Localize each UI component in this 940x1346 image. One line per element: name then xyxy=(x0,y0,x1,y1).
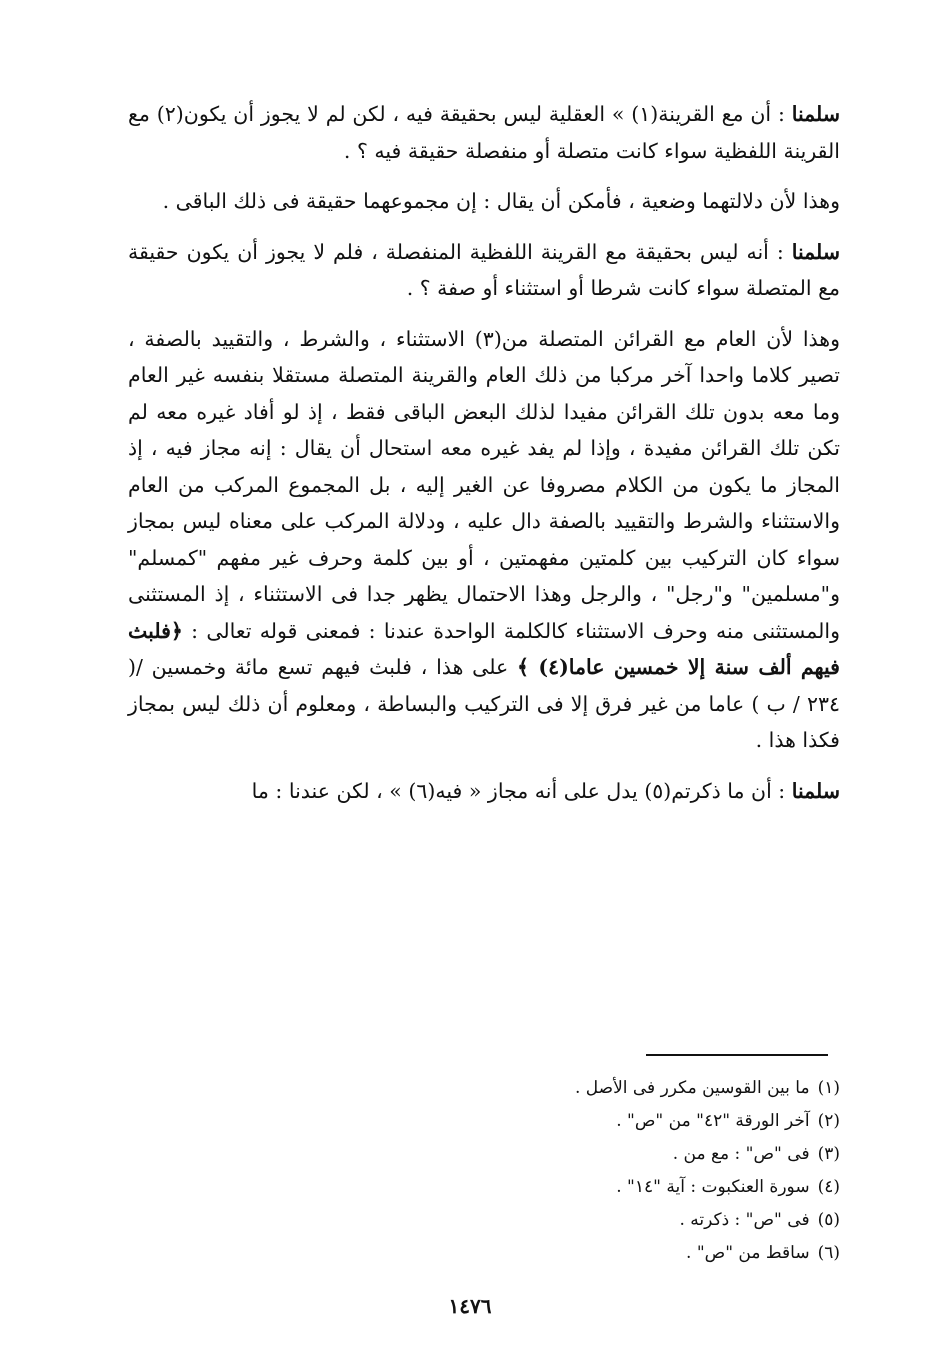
quran-verse: ﴿فلبث فيهم ألف سنة إلا خمسين عاما(٤) ﴾ xyxy=(128,618,840,679)
footnotes xyxy=(460,1072,840,1270)
footnote-item xyxy=(460,1171,840,1204)
paragraph-text: : أنه ليس بحقيقة مع القرينة اللفظية المنفصلة ، فلم لا يجوز أن يكون حقيقة مع المتصلة سواء كانت شرطا أو استثناء أو صفة ؟ . xyxy=(128,239,840,300)
page-number: ١٤٧٦ xyxy=(448,1294,492,1318)
paragraph-text: وهذا لأن العام مع القرائن المتصلة من(٣) الاستثناء ، والشرط ، والتقييد بالصفة ، تصير كلاما واحدا آخر مركبا من ذلك العام والقرينة المتصلة مستقلا بنفسه غير العام وما معه بدون تلك القرائن مفيدا لذلك البعض الباقى فقط ، إذ لو أفاد غيره معه لم تكن تلك القرائن مفيدة ، وإذا لم يفد غيره معه استحال أن يقال : إنه مجاز فيه ، إذ المجاز ما يكون من الكلام مصروفا عن الغير إليه ، بل المجموع المركب من العام والاستثناء والشرط والتقييد بالصفة دال عليه ، ودلالة المركب على معناه ليس بمجاز سواء كان التركيب بين كلمتين مفهمتين ، أو بين كلمة وحرف غير مفهم "كمسلم" و"مسلمين" و"رجل" ، والرجل وهذا الاحتمال يظهر جدا فى الاستثناء ، إذ المستثنى والمستثنى منه وحرف الاستثناء كالكلمة الواحدة عندنا : فمعنى قوله تعالى : xyxy=(128,326,840,643)
footnote-text: فى "ص" : مع من . xyxy=(672,1144,810,1164)
paragraph-3 xyxy=(128,234,840,307)
paragraph-2 xyxy=(128,183,840,220)
footnote-item xyxy=(460,1072,840,1105)
paragraph-5 xyxy=(128,773,840,810)
paragraph-1 xyxy=(128,96,840,169)
paragraph-4 xyxy=(128,321,840,759)
paragraph-text: : أن مع القرينة(١) » العقلية ليس بحقيقة فيه ، لكن لم لا يجوز أن يكون(٢) مع القرينة اللفظية سواء كانت متصلة أو منفصلة حقيقة فيه ؟ . xyxy=(128,102,840,163)
paragraph-text: وهذا لأن دلالتهما وضعية ، فأمكن أن يقال : إن مجموعهما حقيقة فى ذلك الباقى . xyxy=(162,189,840,213)
footnote-separator xyxy=(646,1054,828,1056)
paragraph-text: : أن ما ذكرتم(٥) يدل على أنه مجاز « فيه(٦) » ، لكن عندنا : ما xyxy=(251,778,786,803)
footnote-item xyxy=(460,1204,840,1237)
paragraph-text-continued: على هذا ، فلبث فيهم تسع مائة وخمسين /( ٢٣٤ / ب ) عاما من غير فرق إلا فى التركيب والبساطة ، ومعلوم أن ذلك ليس بمجاز فكذا هذا . xyxy=(128,655,840,752)
footnote-item xyxy=(460,1138,840,1171)
footnote-number: (١) xyxy=(817,1078,840,1098)
footnote-item xyxy=(460,1237,840,1270)
footnote-text: ما بين القوسين مكرر فى الأصل . xyxy=(574,1078,810,1098)
footnote-number: (٥) xyxy=(817,1210,840,1230)
footnote-text: آخر الورقة "٤٢" من "ص" . xyxy=(616,1111,810,1131)
paragraph-lead: سلمنا xyxy=(791,239,840,264)
main-text xyxy=(128,96,840,823)
footnote-number: (٤) xyxy=(817,1177,840,1197)
footnote-number: (٦) xyxy=(817,1243,840,1263)
footnote-text: سورة العنكبوت : آية "١٤" . xyxy=(616,1177,810,1197)
footnote-text: فى "ص" : ذكرته . xyxy=(679,1210,810,1230)
footnote-text: ساقط من "ص" . xyxy=(686,1243,810,1263)
paragraph-lead: سلمنا xyxy=(791,778,840,803)
footnote-item xyxy=(460,1105,840,1138)
footnote-number: (٢) xyxy=(817,1111,840,1131)
paragraph-lead: سلمنا xyxy=(791,102,840,126)
footnote-number: (٣) xyxy=(817,1144,840,1164)
